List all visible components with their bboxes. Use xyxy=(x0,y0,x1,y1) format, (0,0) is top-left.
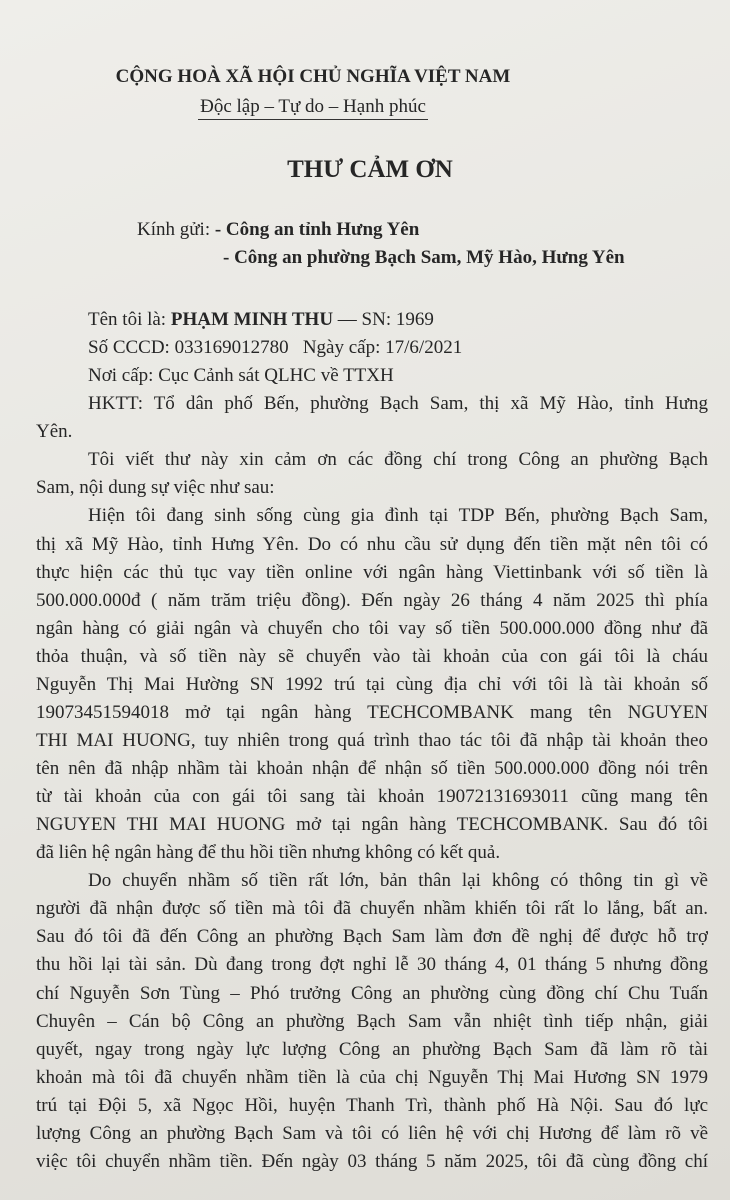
text-line: 500.000.000đ ( năm trăm triệu đồng). Đến ngày 26 tháng 4 năm 2025 thì phía xyxy=(36,589,708,611)
text-line: trú tại Đội 5, xã Ngọc Hồi, huyện Thanh Trì, thành phố Hà Nội. Sau đó lực xyxy=(36,1094,708,1116)
text-line: chí Nguyễn Sơn Tùng – Phó trưởng Công an phường cùng đồng chí Chu Tuấn xyxy=(36,982,708,1004)
text-line: Hiện tôi đang sinh sống cùng gia đình tại TDP Bến, phường Bạch Sam, xyxy=(88,505,708,527)
text-line: Chuyên – Cán bộ Công an phường Bạch Sam vẫn nhiệt tình tiếp nhận, giải xyxy=(36,1010,708,1032)
text-line: người đã nhận được số tiền mà tôi đã chuyển nhầm khiến tôi rất lo lắng, bất an. xyxy=(36,898,708,920)
country-heading: CỘNG HOÀ XÃ HỘI CHỦ NGHĨA VIỆT NAM xyxy=(115,66,511,87)
text-line: Do chuyển nhầm số tiền rất lớn, bản thân lại không có thông tin gì về xyxy=(88,870,708,892)
text-line: quyết, ngay trong ngày lực lượng Công an phường Bạch Sam đã làm rõ tài xyxy=(36,1038,708,1060)
recipient-line-1 xyxy=(137,219,419,241)
text-line: lượng Công an phường Bạch Sam và tôi có liên hệ với chị Hương để làm rõ về xyxy=(36,1122,708,1144)
paragraph xyxy=(36,502,708,867)
text-line: thực hiện các thủ tục vay tiền online với ngân hàng Viettinbank với số tiền là xyxy=(36,561,708,583)
name-prefix: Tên tôi là: xyxy=(88,309,171,330)
recipient-2: - Công an phường Bạch Sam, Mỹ Hào, Hưng Yên xyxy=(223,247,625,268)
id-line: Số CCCD: 033169012780 Ngày cấp: 17/6/2021 xyxy=(88,337,463,359)
birth-year: — SN: 1969 xyxy=(333,309,434,330)
text-line: Sau đó tôi đã đến Công an phường Bạch Sam làm đơn đề nghị để được hỗ trợ xyxy=(36,926,708,948)
name-line xyxy=(36,306,708,334)
sender-name: PHẠM MINH THU xyxy=(170,309,334,330)
text-line: tên nên đã nhập nhầm tài khoản nhận để nhận số tiền 500.000.000 đồng nói trên xyxy=(36,758,708,779)
paragraph xyxy=(36,446,708,502)
recipient-label: Kính gửi: xyxy=(137,219,215,240)
text-line: HKTT: Tổ dân phố Bến, phường Bạch Sam, thị xã Mỹ Hào, tỉnh Hưng xyxy=(88,393,708,415)
text-line: đã liên hệ ngân hàng để thu hồi tiền nhưng không có kết quả. xyxy=(36,842,501,864)
text-line: thu hồi lại tài sản. Dù đang trong đợt nghỉ lễ 30 tháng 4, 01 tháng 5 nhưng đồng xyxy=(36,954,708,976)
text-line: Sam, nội dung sự việc như sau: xyxy=(36,477,275,499)
text-line: khoản mà tôi đã chuyển nhầm tiền là của chị Nguyễn Thị Mai Hương SN 1979 xyxy=(36,1066,708,1088)
text-line: thị xã Mỹ Hào, tỉnh Hưng Yên. Do có nhu cầu sử dụng đến tiền mặt nên tôi có xyxy=(36,533,708,555)
text-line: từ tài khoản của con gái tôi sang tài khoản 19072131693011 cũng mang tên xyxy=(36,786,708,808)
text-line: việc tôi chuyển nhầm tiền. Đến ngày 03 tháng 5 năm 2025, tôi đã cùng đồng chí xyxy=(36,1150,708,1172)
text-line: ngân hàng có giải ngân và chuyển cho tôi vay số tiền 500.000.000 đồng như đã xyxy=(36,617,708,639)
text-line: Yên. xyxy=(36,421,73,443)
motto xyxy=(0,96,626,118)
motto-text: Độc lập – Tự do – Hạnh phúc xyxy=(198,96,428,120)
text-line: 19073451594018 mở tại ngân hàng TECHCOMBANK mang tên NGUYEN xyxy=(36,701,708,723)
recipient-line-2 xyxy=(223,247,625,269)
paragraph xyxy=(36,390,708,446)
issuer-line: Nơi cấp: Cục Cảnh sát QLHC về TTXH xyxy=(88,365,394,387)
text-line: thỏa thuận, và số tiền này sẽ chuyển vào tài khoản của con gái tôi là cháu xyxy=(36,645,708,667)
letter-body xyxy=(36,306,708,1176)
paragraphs xyxy=(36,390,708,1176)
text-line: NGUYEN THI MAI HUONG mở tại ngân hàng TECHCOMBANK. Sau đó tôi xyxy=(36,814,708,836)
recipient-1: - Công an tỉnh Hưng Yên xyxy=(214,219,420,240)
letter-title: THƯ CẢM ƠN xyxy=(287,156,453,183)
text-line: Nguyễn Thị Mai Hường SN 1992 trú tại cùng địa chỉ với tôi là tài khoản số xyxy=(36,673,708,695)
paragraph xyxy=(36,867,708,1176)
text-line: THI MAI HUONG, tuy nhiên trong quá trình thao tác tôi đã nhập tài khoản theo xyxy=(36,729,708,751)
text-line: Tôi viết thư này xin cảm ơn các đồng chí trong Công an phường Bạch xyxy=(88,449,708,471)
